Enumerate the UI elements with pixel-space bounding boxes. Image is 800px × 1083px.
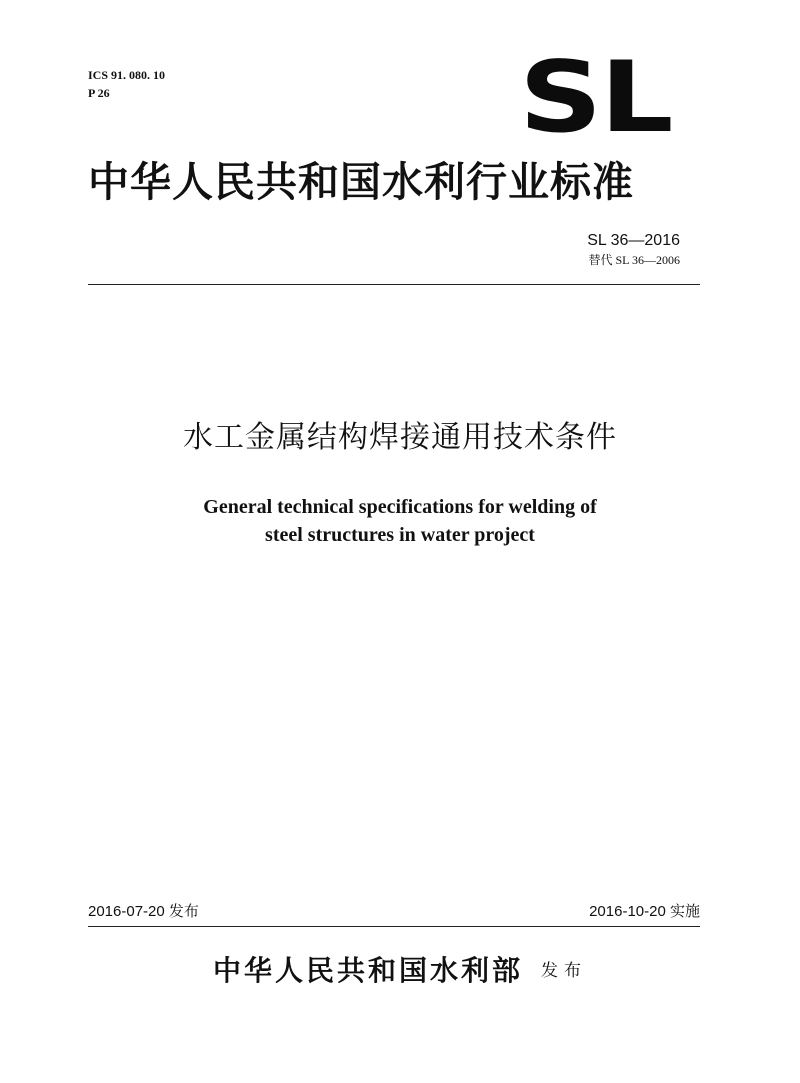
top-divider [88,284,700,285]
document-title-english [0,493,800,549]
publisher-line [0,951,800,991]
standard-category-title: 中华人民共和国水利行业标准 [88,158,634,206]
ics-code: ICS 91. 080. 10 [88,68,166,82]
ccs-code: P 26 [88,86,110,100]
english-title-line-2: steel structures in water project [265,524,535,546]
sl-logo: SL [519,41,672,155]
document-title-chinese: 水工金属结构焊接通用技术条件 [183,420,617,455]
publisher-name: 中华人民共和国水利部 [212,954,523,987]
standard-number: SL 36—2016 [587,232,680,249]
implementation-date: 2016-10-20 实施 [589,903,700,920]
replaced-standard: 替代 SL 36—2006 [588,253,680,267]
bottom-divider [88,926,700,927]
english-title-line-1: General technical specifications for welding of [203,496,597,518]
publish-label: 发布 [541,961,587,981]
issue-date: 2016-07-20 发布 [88,903,199,920]
